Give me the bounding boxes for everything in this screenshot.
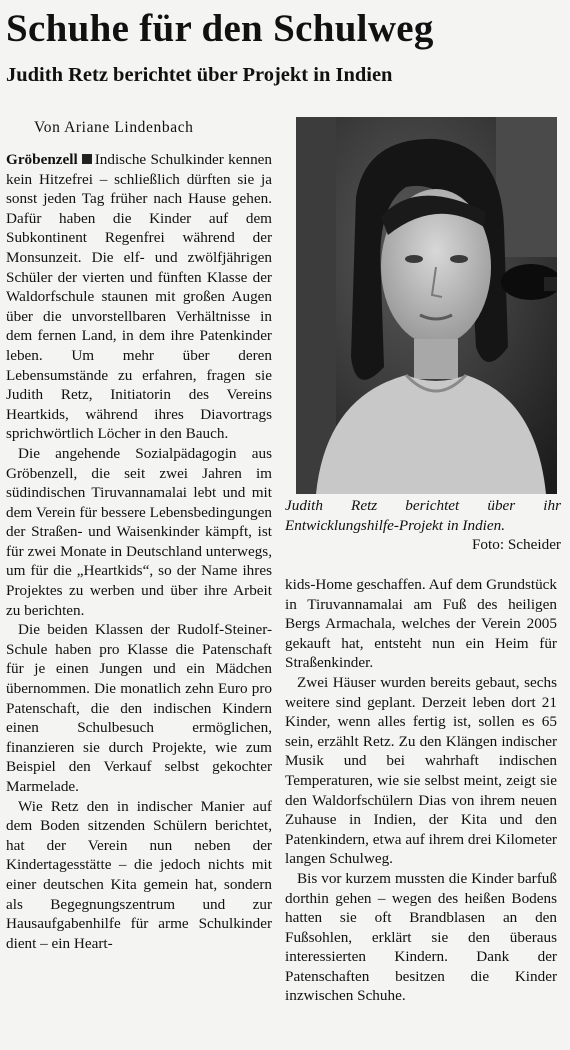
column-right	[285, 575, 557, 1006]
portrait-image	[296, 117, 557, 494]
paragraph: Die angehende Sozialpädagogin aus Gröbenzell, die seit zwei Jahren im südindischen Tiruvannamalai lebt und mit dem Verein für bessere Lebensbedingungen der Straßen- und Waisenkinder kämpft, ist für zwei Monate in Deutschland unterwegs, um für die „Heartkids“, so der Name ihres Projektes zu werben und über ihre Arbeit zu berichten.	[6, 444, 272, 619]
photo-judith-retz	[296, 117, 557, 494]
column-left	[6, 150, 272, 953]
caption-text: Judith Retz berichtet über ihr Entwicklungshilfe-Projekt in Indien.	[285, 497, 561, 534]
byline: Von Ariane Lindenbach	[34, 119, 194, 136]
photo-caption	[285, 496, 561, 555]
subheadline: Judith Retz berichtet über Projekt in Indien	[6, 64, 393, 86]
square-bullet-icon	[82, 154, 92, 164]
paragraph: Bis vor kurzem mussten die Kinder barfuß dorthin gehen – wegen des heißen Bodens hatten sie oft Brandblasen an den Fußsohlen, erklärt sie den überaus interessierten Kindern. Dank der Patenschaften besitzen die Kinder inzwischen Schuhe.	[285, 869, 557, 1005]
photo-credit: Foto: Scheider	[471, 536, 561, 554]
paragraph: Die beiden Klassen der Rudolf-Steiner-Schule haben pro Klasse die Patenschaft für je einen Jungen und ein Mädchen übernommen. Die monatlich zehn Euro pro Patenschaft, die den indischen Kindern einen Schulbesuch ermöglichen, finanzieren sie durch Projekte, wie zum Beispiel den Verkauf selbst gekochter Marmelade.	[6, 621, 272, 795]
paragraph: Wie Retz den in indischer Manier auf dem Boden sitzenden Schülern berichtet, hat der Verein nun neben der Kindertagesstätte – die jedoch nichts mit einer deutschen Kita gemein hat, sondern als Begegnungszentrum und zur Hausaufgabenhilfe für arme Schulkinder dient – ein Heart-	[6, 797, 272, 952]
paragraph: kids-Home geschaffen. Auf dem Grundstück in Tiruvannamalai am Fuß des heiligen Bergs Armachala, welches der Verein 2005 gekauft hat, entsteht nun ein Heim für Straßenkinder.	[285, 576, 557, 672]
dateline: Gröbenzell	[6, 151, 78, 168]
headline: Schuhe für den Schulweg	[6, 7, 434, 50]
paragraph: Zwei Häuser wurden bereits gebaut, sechs weitere sind geplant. Derzeit leben dort 21 Kinder, wenn alles fertig ist, sollen es 65 sein, erzählt Retz. Zu den Klängen indischer Musik und bei wahrhaft indischen Temperaturen, wie sie selbst meint, zeigt sie den Waldorfschülern Dias von ihrem neuen Zuhause in Indien, der Kita und den Patenkindern, etwa auf ihrem drei Kilometer langen Schulweg.	[285, 673, 557, 868]
paragraph: Gröbenzell Indische Schulkinder kennen kein Hitzefrei – schließlich dürften sie ja sonst jeden Tag früher nach Hause gehen. Dafür haben die Kinder auf dem Subkontinent Regenfrei während der Monsunzeit. Die elf- und zwölfjährigen Schüler der vierten und fünften Klasse der Waldorfschule staunen mit großen Augen über die unvorstellbaren Verhältnisse in dem fernen Land, in dem ihre Patenkinder leben. Um mehr über deren Lebensumstände zu erfahren, fragen sie Judith Retz, Initiatorin des Vereins Heartkids, während ihres Diavortrags sprichwörtlich Löcher in den Bauch.	[6, 151, 272, 443]
